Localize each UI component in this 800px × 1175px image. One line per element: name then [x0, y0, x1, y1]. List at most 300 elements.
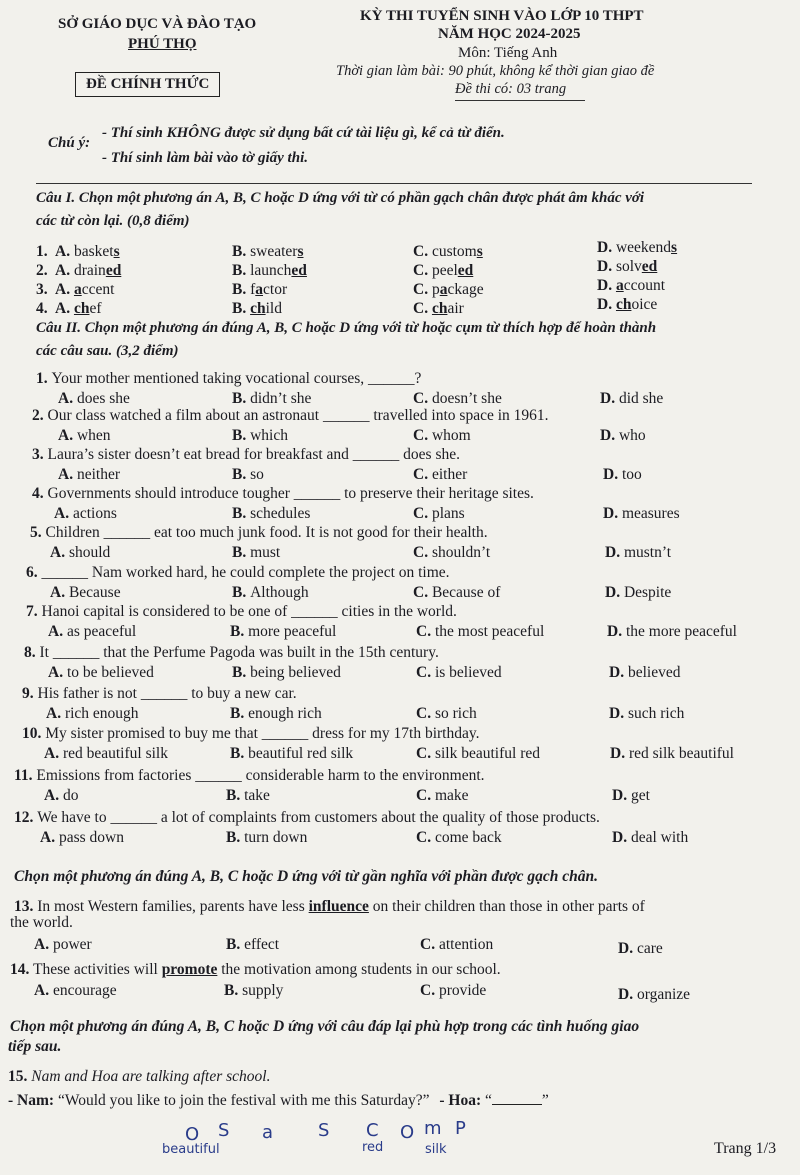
answer-option	[50, 544, 110, 562]
option-letter: C.	[413, 544, 432, 561]
option-text: custom	[431, 243, 477, 260]
answer-option	[413, 300, 464, 318]
answer-option	[605, 584, 671, 602]
hoa-close-quote: ”	[541, 1092, 549, 1109]
question-text: Our class watched a film about an astronaut ______ travelled into space in 1961.	[47, 407, 549, 424]
option-letter: D.	[618, 986, 637, 1003]
answer-option	[610, 745, 734, 763]
option-text: shouldn’t	[431, 544, 491, 561]
question-13-line2: the world.	[10, 914, 73, 931]
option-letter: A.	[46, 705, 65, 722]
handwritten-letter: S	[318, 1120, 330, 1141]
dept-line2: PHÚ THỌ	[128, 36, 197, 52]
page-number: Trang 1/3	[714, 1140, 777, 1157]
answer-option	[55, 281, 114, 299]
answer-option	[58, 390, 130, 408]
question-6	[26, 564, 450, 582]
option-letter: D.	[603, 466, 622, 483]
option-letter: A.	[50, 584, 69, 601]
answer-option	[232, 664, 341, 682]
question-12	[14, 809, 600, 827]
underlined-word: influence	[308, 898, 369, 915]
option-text: when	[76, 427, 111, 444]
option-text: doesn’t she	[431, 390, 502, 407]
answer-option	[232, 281, 287, 299]
answer-option	[612, 787, 650, 805]
answer-option	[420, 936, 493, 954]
question-number: 10.	[22, 725, 46, 742]
underlined-part: s	[113, 243, 120, 260]
option-letter: D.	[603, 505, 622, 522]
answer-option	[55, 243, 120, 261]
exam-title: KỲ THI TUYỂN SINH VÀO LỚP 10 THPT	[360, 8, 644, 24]
handwritten-word: silk	[425, 1142, 447, 1157]
option-letter: B.	[232, 300, 251, 317]
option-letter: B.	[232, 262, 251, 279]
notes-label: Chú ý:	[48, 135, 91, 151]
underlined-part: a	[439, 281, 448, 298]
option-text: schedules	[250, 505, 311, 522]
option-text: red beautiful silk	[62, 745, 168, 762]
option-letter: A.	[34, 982, 53, 999]
option-letter: C.	[413, 427, 432, 444]
option-text: care	[636, 940, 663, 957]
option-text: launch	[250, 262, 292, 279]
option-letter: C.	[413, 262, 432, 279]
question-15	[8, 1068, 270, 1086]
option-text: Despite	[623, 584, 672, 601]
option-text: plans	[431, 505, 465, 522]
question-3	[32, 446, 460, 464]
option-letter: C.	[413, 300, 432, 317]
option-text: must	[250, 544, 281, 561]
answer-option	[413, 262, 473, 280]
question-number: 4.	[32, 485, 48, 502]
option-text: more peaceful	[248, 623, 337, 640]
option-letter: C.	[416, 664, 435, 681]
section2-title2: các câu sau. (3,2 điểm)	[36, 343, 179, 359]
option-letter: A.	[58, 427, 77, 444]
answer-option	[603, 466, 642, 484]
question-text: Laura’s sister doesn’t eat bread for breakfast and ______ does she.	[47, 446, 460, 463]
answer-option	[416, 787, 469, 805]
question-number: 2.	[32, 407, 48, 424]
speaker-nam: - Nam:	[8, 1092, 55, 1109]
question-number: 13.	[14, 898, 34, 915]
question-number: 1.	[36, 243, 48, 260]
underlined-part: a	[615, 277, 624, 294]
option-letter: C.	[413, 281, 432, 298]
question-text: His father is not ______ to buy a new car.	[37, 685, 297, 702]
question-number: 6.	[26, 564, 42, 581]
answer-option	[232, 300, 282, 318]
question-text: These activities will	[32, 961, 162, 978]
option-text: the more peaceful	[625, 623, 737, 640]
option-letter: B.	[230, 623, 249, 640]
notes-line2: - Thí sinh làm bài vào tờ giấy thi.	[102, 150, 308, 166]
option-letter: D.	[610, 745, 629, 762]
question-number: 15.	[8, 1068, 28, 1085]
answer-option	[58, 466, 120, 484]
option-text-end: ckage	[447, 281, 484, 298]
subject: Môn: Tiếng Anh	[458, 45, 558, 61]
option-text: as peaceful	[66, 623, 137, 640]
handwritten-letter: O	[185, 1124, 200, 1145]
question-text: Your mother mentioned taking vocational courses, ______?	[51, 370, 422, 387]
option-text: basket	[73, 243, 114, 260]
handwritten-letter: S	[218, 1120, 230, 1141]
answer-option	[34, 936, 92, 954]
question-5	[30, 524, 488, 542]
option-text: so rich	[434, 705, 477, 722]
question-13	[14, 898, 645, 916]
underlined-part: s	[671, 239, 678, 256]
option-text: Although	[250, 584, 309, 601]
question-number: 3.	[36, 281, 48, 298]
answer-option	[416, 623, 544, 641]
question-8	[24, 644, 439, 662]
option-letter: D.	[612, 787, 631, 804]
option-letter: C.	[420, 982, 439, 999]
option-text: silk beautiful red	[434, 745, 540, 762]
option-text: mustn’t	[623, 544, 672, 561]
option-text: enough rich	[248, 705, 322, 722]
answer-option	[230, 623, 336, 641]
option-text: turn down	[244, 829, 308, 846]
header-divider	[36, 183, 752, 184]
notes-line1: - Thí sinh KHÔNG được sử dụng bất cứ tài liệu gì, kể cả từ điển.	[102, 125, 505, 141]
option-letter: C.	[420, 936, 439, 953]
option-letter: B.	[232, 544, 251, 561]
question-text: Nam and Hoa are talking after school.	[31, 1068, 271, 1085]
page-count: Đề thi có: 03 trang	[455, 81, 567, 97]
question-number: 14.	[10, 961, 30, 978]
answer-option	[600, 390, 663, 408]
answer-option	[416, 745, 540, 763]
option-text-end: ccent	[81, 281, 115, 298]
question-number: 1.	[36, 370, 52, 387]
option-text: Because of	[431, 584, 501, 601]
answer-option	[413, 584, 500, 602]
option-letter: A.	[55, 300, 74, 317]
option-text: rich enough	[64, 705, 139, 722]
answer-option	[226, 829, 307, 847]
answer-option	[413, 544, 490, 562]
option-letter: A.	[55, 262, 74, 279]
answer-option	[34, 982, 117, 1000]
answer-option	[232, 505, 310, 523]
underlined-part: ed	[641, 258, 658, 275]
section4-title2: tiếp sau.	[8, 1038, 62, 1055]
answer-option	[597, 239, 677, 257]
answer-option	[224, 982, 283, 1000]
answer-option	[413, 466, 467, 484]
option-text: encourage	[52, 982, 117, 999]
question-text-end: on their children than those in other parts of	[368, 898, 645, 915]
question-text: Children ______ eat too much junk food. It is not good for their health.	[45, 524, 488, 541]
option-text: which	[250, 427, 288, 444]
answer-option	[413, 427, 471, 445]
answer-option	[618, 986, 690, 1004]
question-text: My sister promised to buy me that ______ dress for my 17th birthday.	[45, 725, 480, 742]
option-text: neither	[76, 466, 120, 483]
option-text: too	[621, 466, 642, 483]
answer-option	[413, 281, 484, 299]
option-letter: D.	[600, 427, 619, 444]
handwritten-word: beautiful	[162, 1142, 220, 1157]
underlined-part: a	[73, 281, 82, 298]
underlined-part: ch	[431, 300, 448, 317]
answer-option	[44, 787, 78, 805]
answer-option	[44, 745, 168, 763]
option-text: effect	[244, 936, 280, 953]
question-number: 9.	[22, 685, 38, 702]
option-letter: D.	[609, 664, 628, 681]
page-count-underline	[455, 100, 585, 101]
option-text: p	[431, 281, 440, 298]
option-text: organize	[636, 986, 691, 1003]
option-letter: D.	[597, 296, 616, 313]
question-number: 8.	[24, 644, 40, 661]
option-letter: A.	[50, 544, 69, 561]
option-text: attention	[438, 936, 494, 953]
option-text: make	[434, 787, 469, 804]
answer-option	[605, 544, 671, 562]
option-text: weekend	[615, 239, 672, 256]
option-letter: B.	[226, 829, 245, 846]
option-letter: A.	[55, 243, 74, 260]
underlined-part: ch	[73, 300, 90, 317]
answer-option	[413, 243, 483, 261]
exam-time: Thời gian làm bài: 90 phút, không kể thời gian giao đề	[336, 63, 655, 79]
option-text: pass down	[58, 829, 124, 846]
option-text: believed	[627, 664, 681, 681]
answer-option	[46, 705, 139, 723]
option-text-end: ctor	[263, 281, 288, 298]
question-text-end: the motivation among students in our school.	[217, 961, 501, 978]
answer-option	[230, 705, 322, 723]
option-text: f	[250, 281, 256, 298]
answer-option	[597, 277, 665, 295]
option-letter: A.	[44, 745, 63, 762]
option-letter: D.	[612, 829, 631, 846]
answer-option	[48, 623, 136, 641]
option-letter: B.	[232, 584, 251, 601]
option-text: power	[52, 936, 92, 953]
option-letter: D.	[607, 623, 626, 640]
option-text: drain	[73, 262, 106, 279]
question-text: ______ Nam worked hard, he could complete the project on time.	[41, 564, 450, 581]
underlined-part: s	[297, 243, 304, 260]
answer-option	[54, 505, 117, 523]
answer-option	[40, 829, 124, 847]
handwritten-word: red	[362, 1140, 384, 1155]
question-text: We have to ______ a lot of complaints from customers about the quality of those products.	[37, 809, 600, 826]
nam-line: “Would you like to join the festival with me this Saturday?”	[57, 1092, 430, 1109]
answer-option	[50, 584, 121, 602]
answer-option	[609, 664, 680, 682]
option-text: did she	[618, 390, 664, 407]
option-text: come back	[434, 829, 502, 846]
answer-option	[600, 427, 646, 445]
underlined-part: s	[476, 243, 483, 260]
option-text: get	[630, 787, 650, 804]
option-letter: A.	[55, 281, 74, 298]
answer-option	[609, 705, 684, 723]
option-letter: A.	[58, 390, 77, 407]
option-letter: B.	[230, 745, 249, 762]
option-text: take	[244, 787, 270, 804]
question-number: 12.	[14, 809, 38, 826]
underlined-part: a	[255, 281, 264, 298]
answer-option	[48, 664, 154, 682]
option-text-end: air	[447, 300, 464, 317]
underlined-word: promote	[161, 961, 218, 978]
answer-option	[55, 300, 102, 318]
option-letter: C.	[413, 466, 432, 483]
answer-option	[416, 664, 502, 682]
section1-title2: các từ còn lại. (0,8 điểm)	[36, 213, 190, 229]
hoa-open-quote: “	[485, 1092, 492, 1109]
question-number: 3.	[32, 446, 48, 463]
option-letter: D.	[605, 544, 624, 561]
underlined-part: ch	[615, 296, 632, 313]
question-11	[14, 767, 485, 785]
option-letter: C.	[416, 829, 435, 846]
option-text: either	[431, 466, 468, 483]
question-14	[10, 961, 501, 979]
option-text: does she	[76, 390, 130, 407]
question-text: In most Western families, parents have less	[37, 898, 309, 915]
option-letter: D.	[605, 584, 624, 601]
answer-option	[226, 936, 279, 954]
option-letter: B.	[232, 466, 251, 483]
option-text: whom	[431, 427, 471, 444]
answer-option	[612, 829, 688, 847]
section2-title: Câu II. Chọn một phương án đúng A, B, C hoặc D ứng với từ hoặc cụm từ thích hợp để hoàn thành	[36, 320, 657, 336]
answer-option	[232, 584, 309, 602]
option-letter: C.	[416, 623, 435, 640]
answer-option	[226, 787, 270, 805]
answer-option	[597, 296, 657, 314]
option-letter: A.	[48, 664, 67, 681]
option-letter: D.	[597, 239, 616, 256]
option-letter: C.	[413, 390, 432, 407]
option-text: sweater	[250, 243, 298, 260]
option-text: supply	[242, 982, 284, 999]
question-7	[26, 603, 457, 621]
answer-option	[232, 243, 303, 261]
option-text-end: ccount	[623, 277, 666, 294]
answer-option	[230, 745, 353, 763]
option-letter: C.	[416, 705, 435, 722]
answer-option	[420, 982, 486, 1000]
option-letter: B.	[232, 390, 251, 407]
option-text: such rich	[627, 705, 685, 722]
question-2	[32, 407, 549, 425]
option-text: is believed	[434, 664, 502, 681]
school-year: NĂM HỌC 2024-2025	[438, 26, 581, 42]
option-text: to be believed	[66, 664, 154, 681]
answer-option	[232, 390, 311, 408]
option-letter: B.	[232, 505, 251, 522]
option-letter: D.	[618, 940, 637, 957]
option-text: beautiful red silk	[248, 745, 354, 762]
option-text-end: oice	[631, 296, 658, 313]
answer-option	[607, 623, 737, 641]
section3-title: Chọn một phương án đúng A, B, C hoặc D ứng với từ gần nghĩa với phần được gạch chân.	[14, 868, 599, 885]
option-letter: A.	[40, 829, 59, 846]
option-letter: B.	[232, 281, 251, 298]
speaker-hoa: - Hoa:	[439, 1092, 482, 1109]
option-letter: B.	[224, 982, 243, 999]
option-letter: A.	[44, 787, 63, 804]
handwritten-letter: O	[400, 1122, 415, 1143]
question-1	[36, 370, 421, 388]
question-number: 2.	[36, 262, 48, 279]
option-text-end: ef	[89, 300, 102, 317]
question-text: Hanoi capital is considered to be one of ______ cities in the world.	[41, 603, 457, 620]
option-text: deal with	[630, 829, 689, 846]
option-letter: D.	[597, 277, 616, 294]
option-letter: D.	[609, 705, 628, 722]
answer-blank	[492, 1104, 542, 1105]
option-text-end: ild	[265, 300, 282, 317]
question-number: 7.	[26, 603, 42, 620]
option-text: red silk beautiful	[628, 745, 734, 762]
section4-title: Chọn một phương án đúng A, B, C hoặc D ứng với câu đáp lại phù hợp trong các tình huống giao	[10, 1018, 640, 1035]
answer-option	[416, 705, 477, 723]
question-text: Emissions from factories ______ considerable harm to the environment.	[36, 767, 485, 784]
answer-option	[232, 544, 280, 562]
option-text: provide	[438, 982, 487, 999]
option-text: didn’t she	[250, 390, 312, 407]
dialogue-line-1	[8, 1092, 549, 1110]
option-text: who	[618, 427, 646, 444]
option-letter: C.	[413, 584, 432, 601]
answer-option	[55, 262, 121, 280]
option-letter: A.	[58, 466, 77, 483]
handwritten-letter: C	[366, 1120, 379, 1141]
question-9	[22, 685, 297, 703]
question-number: 4.	[36, 300, 48, 317]
question-number: 11.	[14, 767, 37, 784]
option-text: actions	[72, 505, 117, 522]
option-letter: B.	[226, 787, 245, 804]
official-label: ĐỀ CHÍNH THỨC	[75, 72, 220, 97]
option-letter: B.	[232, 427, 251, 444]
option-text: solv	[615, 258, 642, 275]
option-text: being believed	[250, 664, 341, 681]
option-letter: C.	[413, 505, 432, 522]
answer-option	[232, 262, 307, 280]
answer-option	[232, 466, 264, 484]
answer-option	[618, 940, 663, 958]
option-letter: D.	[597, 258, 616, 275]
answer-option	[413, 390, 502, 408]
option-letter: C.	[413, 243, 432, 260]
section1-title: Câu I. Chọn một phương án A, B, C hoặc D ứng với từ có phần gạch chân được phát âm khác với	[36, 190, 645, 206]
option-letter: C.	[416, 787, 435, 804]
option-text: should	[68, 544, 111, 561]
handwritten-letter: P	[455, 1118, 466, 1139]
question-number: 5.	[30, 524, 46, 541]
question-text: Governments should introduce tougher ______ to preserve their heritage sites.	[47, 485, 534, 502]
option-letter: B.	[232, 243, 251, 260]
underlined-part: ed	[291, 262, 307, 279]
underlined-part: ch	[250, 300, 266, 317]
option-letter: A.	[48, 623, 67, 640]
